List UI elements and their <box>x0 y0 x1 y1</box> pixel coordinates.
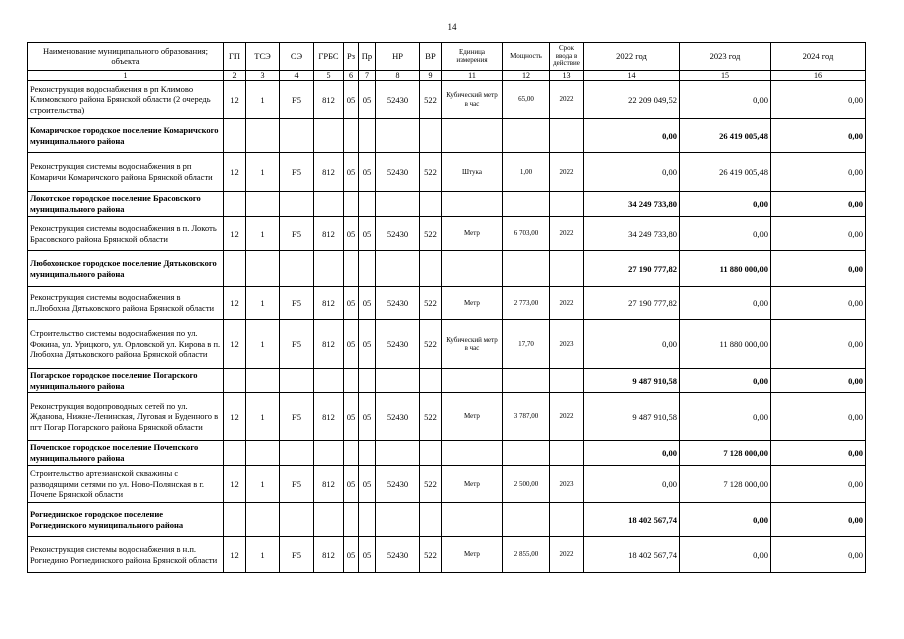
group-row <box>28 119 866 153</box>
pr-cell: 05 <box>359 320 376 369</box>
rz-cell: 05 <box>344 287 359 320</box>
column-header: Наименование муниципального образования; объекта <box>28 43 224 71</box>
column-number: 14 <box>584 71 680 81</box>
column-header: 2022 год <box>584 43 680 71</box>
commission-year-cell: 2022 <box>550 217 584 251</box>
grbs-cell: 812 <box>314 153 344 192</box>
unit-cell: Метр <box>442 393 503 441</box>
column-header: Рз <box>344 43 359 71</box>
object-row <box>28 81 866 119</box>
column-number-row <box>28 71 866 81</box>
commission-year-cell: 2022 <box>550 393 584 441</box>
column-number: 6 <box>344 71 359 81</box>
pr-cell: 05 <box>359 393 376 441</box>
amount-2022: 34 249 733,80 <box>584 192 680 217</box>
header-row <box>28 43 866 71</box>
amount-2023: 0,00 <box>680 81 771 119</box>
group-row <box>28 369 866 393</box>
tse-cell: 1 <box>246 217 280 251</box>
unit-cell: Кубический метр в час <box>442 320 503 369</box>
grbs-cell: 812 <box>314 393 344 441</box>
grbs-cell: 812 <box>314 217 344 251</box>
column-header: Срок ввода в действие <box>550 43 584 71</box>
commission-year-cell: 2022 <box>550 153 584 192</box>
nr-cell: 52430 <box>376 466 420 503</box>
grbs-cell: 812 <box>314 466 344 503</box>
page-number: 14 <box>447 22 457 32</box>
amount-2024: 0,00 <box>771 153 866 192</box>
power-cell: 2 855,00 <box>503 537 550 573</box>
vr-cell: 522 <box>420 81 442 119</box>
se-cell: F5 <box>280 153 314 192</box>
column-number: 3 <box>246 71 280 81</box>
amount-2022: 18 402 567,74 <box>584 503 680 537</box>
column-header: НР <box>376 43 420 71</box>
column-header: 2024 год <box>771 43 866 71</box>
power-cell: 17,70 <box>503 320 550 369</box>
nr-cell: 52430 <box>376 153 420 192</box>
column-header: Пр <box>359 43 376 71</box>
vr-cell: 522 <box>420 466 442 503</box>
power-cell: 2 500,00 <box>503 466 550 503</box>
grbs-cell: 812 <box>314 537 344 573</box>
commission-year-cell: 2022 <box>550 287 584 320</box>
power-cell: 1,00 <box>503 153 550 192</box>
amount-2022: 27 190 777,82 <box>584 251 680 287</box>
object-row <box>28 287 866 320</box>
column-number: 8 <box>376 71 420 81</box>
object-name: Строительство системы водоснабжения по ул. Фокина, ул. Урицкого, ул. Орловской ул. Кирова в п. Любохна Дятьковского района Брянской области <box>28 320 224 369</box>
group-row <box>28 192 866 217</box>
group-row <box>28 441 866 466</box>
rz-cell: 05 <box>344 217 359 251</box>
pr-cell: 05 <box>359 153 376 192</box>
rz-cell: 05 <box>344 466 359 503</box>
column-number: 16 <box>771 71 866 81</box>
se-cell: F5 <box>280 287 314 320</box>
object-row <box>28 537 866 573</box>
budget-table <box>27 42 866 573</box>
amount-2023: 7 128 000,00 <box>680 466 771 503</box>
power-cell: 3 787,00 <box>503 393 550 441</box>
vr-cell: 522 <box>420 153 442 192</box>
pr-cell: 05 <box>359 217 376 251</box>
object-name: Реконструкция системы водоснабжения в н.п. Рогнедино Рогнединского района Брянской области <box>28 537 224 573</box>
pr-cell: 05 <box>359 537 376 573</box>
vr-cell: 522 <box>420 217 442 251</box>
group-row <box>28 503 866 537</box>
se-cell: F5 <box>280 217 314 251</box>
object-row <box>28 153 866 192</box>
column-number: 15 <box>680 71 771 81</box>
se-cell: F5 <box>280 81 314 119</box>
gp-cell: 12 <box>224 320 246 369</box>
amount-2023: 0,00 <box>680 393 771 441</box>
object-row <box>28 217 866 251</box>
gp-cell: 12 <box>224 287 246 320</box>
municipality-name: Рогнединское городское поселение Рогнединского муниципального района <box>28 503 224 537</box>
gp-cell: 12 <box>224 537 246 573</box>
amount-2024: 0,00 <box>771 81 866 119</box>
amount-2024: 0,00 <box>771 251 866 287</box>
unit-cell: Метр <box>442 217 503 251</box>
unit-cell: Метр <box>442 287 503 320</box>
amount-2022: 34 249 733,80 <box>584 217 680 251</box>
nr-cell: 52430 <box>376 81 420 119</box>
gp-cell: 12 <box>224 393 246 441</box>
tse-cell: 1 <box>246 537 280 573</box>
rz-cell: 05 <box>344 81 359 119</box>
column-number: 13 <box>550 71 584 81</box>
column-header: СЭ <box>280 43 314 71</box>
column-header: Единица измерения <box>442 43 503 71</box>
object-name: Реконструкция системы водоснабжения в п.Любохна Дятьковского района Брянской области <box>28 287 224 320</box>
unit-cell: Метр <box>442 537 503 573</box>
amount-2024: 0,00 <box>771 503 866 537</box>
amount-2022: 0,00 <box>584 320 680 369</box>
gp-cell: 12 <box>224 466 246 503</box>
amount-2023: 11 880 000,00 <box>680 251 771 287</box>
amount-2024: 0,00 <box>771 393 866 441</box>
amount-2022: 27 190 777,82 <box>584 287 680 320</box>
column-number: 11 <box>442 71 503 81</box>
amount-2024: 0,00 <box>771 119 866 153</box>
vr-cell: 522 <box>420 287 442 320</box>
grbs-cell: 812 <box>314 320 344 369</box>
gp-cell: 12 <box>224 217 246 251</box>
group-row <box>28 251 866 287</box>
column-number: 1 <box>28 71 224 81</box>
se-cell: F5 <box>280 466 314 503</box>
unit-cell: Кубический метр в час <box>442 81 503 119</box>
amount-2023: 26 419 005,48 <box>680 153 771 192</box>
nr-cell: 52430 <box>376 320 420 369</box>
amount-2024: 0,00 <box>771 369 866 393</box>
amount-2024: 0,00 <box>771 217 866 251</box>
object-name: Строительство артезианской скважины с разводящими сетями по ул. Ново-Полянская в г. Почепе Брянской области <box>28 466 224 503</box>
column-header: 2023 год <box>680 43 771 71</box>
commission-year-cell: 2023 <box>550 320 584 369</box>
column-header: ТСЭ <box>246 43 280 71</box>
tse-cell: 1 <box>246 81 280 119</box>
power-cell: 2 773,00 <box>503 287 550 320</box>
object-name: Реконструкция водоснабжения в рп Климово Климовского района Брянской области (2 очередь строительства) <box>28 81 224 119</box>
municipality-name: Комаричское городское поселение Комаричского муниципального района <box>28 119 224 153</box>
power-cell: 6 703,00 <box>503 217 550 251</box>
column-number: 4 <box>280 71 314 81</box>
pr-cell: 05 <box>359 466 376 503</box>
pr-cell: 05 <box>359 81 376 119</box>
commission-year-cell: 2022 <box>550 537 584 573</box>
object-row <box>28 466 866 503</box>
column-header: Мощность <box>503 43 550 71</box>
object-name: Реконструкция системы водоснабжения в п. Локоть Брасовского района Брянской области <box>28 217 224 251</box>
nr-cell: 52430 <box>376 393 420 441</box>
amount-2024: 0,00 <box>771 287 866 320</box>
unit-cell: Штука <box>442 153 503 192</box>
amount-2022: 9 487 910,58 <box>584 393 680 441</box>
se-cell: F5 <box>280 537 314 573</box>
tse-cell: 1 <box>246 393 280 441</box>
municipality-name: Почепское городское поселение Почепского муниципального района <box>28 441 224 466</box>
gp-cell: 12 <box>224 81 246 119</box>
tse-cell: 1 <box>246 153 280 192</box>
column-number: 2 <box>224 71 246 81</box>
amount-2022: 18 402 567,74 <box>584 537 680 573</box>
amount-2023: 26 419 005,48 <box>680 119 771 153</box>
rz-cell: 05 <box>344 153 359 192</box>
amount-2024: 0,00 <box>771 441 866 466</box>
commission-year-cell: 2023 <box>550 466 584 503</box>
amount-2022: 22 209 049,52 <box>584 81 680 119</box>
rz-cell: 05 <box>344 537 359 573</box>
amount-2024: 0,00 <box>771 192 866 217</box>
column-header: ГП <box>224 43 246 71</box>
amount-2023: 0,00 <box>680 217 771 251</box>
amount-2024: 0,00 <box>771 466 866 503</box>
grbs-cell: 812 <box>314 287 344 320</box>
amount-2022: 0,00 <box>584 153 680 192</box>
amount-2022: 0,00 <box>584 119 680 153</box>
amount-2022: 0,00 <box>584 441 680 466</box>
commission-year-cell: 2022 <box>550 81 584 119</box>
column-number: 5 <box>314 71 344 81</box>
amount-2022: 9 487 910,58 <box>584 369 680 393</box>
unit-cell: Метр <box>442 466 503 503</box>
amount-2022: 0,00 <box>584 466 680 503</box>
grbs-cell: 812 <box>314 81 344 119</box>
amount-2023: 0,00 <box>680 287 771 320</box>
object-name: Реконструкция системы водоснабжения в рп Комаричи Комаричского района Брянской области <box>28 153 224 192</box>
vr-cell: 522 <box>420 320 442 369</box>
amount-2023: 0,00 <box>680 369 771 393</box>
amount-2024: 0,00 <box>771 320 866 369</box>
column-header: ВР <box>420 43 442 71</box>
amount-2023: 0,00 <box>680 537 771 573</box>
vr-cell: 522 <box>420 537 442 573</box>
municipality-name: Локотское городское поселение Брасовского муниципального района <box>28 192 224 217</box>
tse-cell: 1 <box>246 287 280 320</box>
column-number: 12 <box>503 71 550 81</box>
nr-cell: 52430 <box>376 217 420 251</box>
amount-2023: 11 880 000,00 <box>680 320 771 369</box>
nr-cell: 52430 <box>376 287 420 320</box>
tse-cell: 1 <box>246 320 280 369</box>
pr-cell: 05 <box>359 287 376 320</box>
column-number: 9 <box>420 71 442 81</box>
object-row <box>28 393 866 441</box>
municipality-name: Любохонское городское поселение Дятьковского муниципального района <box>28 251 224 287</box>
object-row <box>28 320 866 369</box>
se-cell: F5 <box>280 393 314 441</box>
amount-2023: 0,00 <box>680 192 771 217</box>
power-cell: 65,00 <box>503 81 550 119</box>
municipality-name: Погарское городское поселение Погарского муниципального района <box>28 369 224 393</box>
tse-cell: 1 <box>246 466 280 503</box>
nr-cell: 52430 <box>376 537 420 573</box>
gp-cell: 12 <box>224 153 246 192</box>
rz-cell: 05 <box>344 393 359 441</box>
rz-cell: 05 <box>344 320 359 369</box>
object-name: Реконструкция водопроводных сетей по ул. Жданова, Нижне-Ленинская, Луговая и Буденного в пгт Погар Погарского района Брянской области <box>28 393 224 441</box>
column-header: ГРБС <box>314 43 344 71</box>
se-cell: F5 <box>280 320 314 369</box>
amount-2023: 0,00 <box>680 503 771 537</box>
amount-2024: 0,00 <box>771 537 866 573</box>
column-number: 7 <box>359 71 376 81</box>
vr-cell: 522 <box>420 393 442 441</box>
amount-2023: 7 128 000,00 <box>680 441 771 466</box>
